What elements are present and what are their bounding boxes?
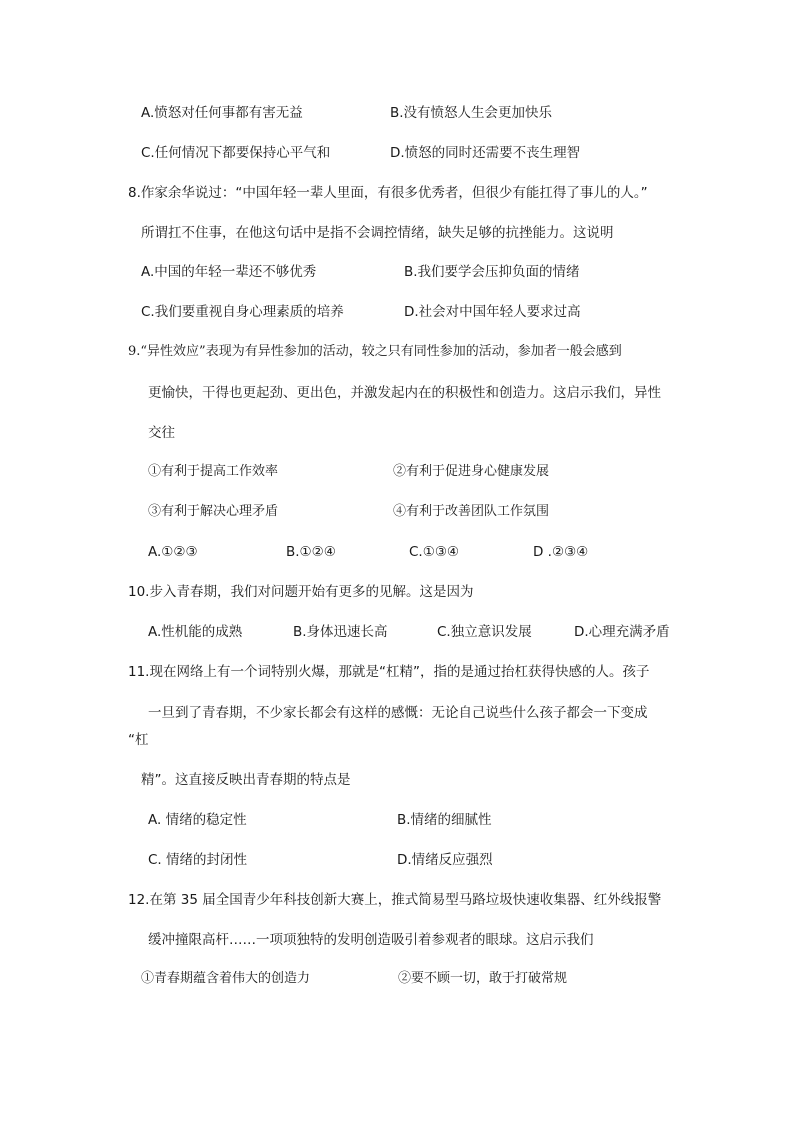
q9-item-3: ③有利于解决心理矛盾 — [148, 504, 279, 519]
q7-option-b: B.没有愤怒人生会更加快乐 — [390, 105, 553, 121]
q7-option-d: D.愤怒的同时还需要不丧生理智 — [390, 145, 581, 161]
q9-option-b: B.①②④ — [286, 544, 336, 560]
q10-option-d: D.心理充满矛盾 — [574, 624, 670, 640]
q12-stem-line2: 缓冲撞限高杆……一项项独特的发明创造吸引着参观者的眼球。这启示我们 — [148, 932, 594, 948]
q8-stem-line2: 所谓扛不住事，在他这句话中是指不会调控情绪，缺失足够的抗挫能力。这说明 — [141, 225, 614, 241]
q9-item-1: ①有利于提高工作效率 — [148, 464, 279, 479]
q10-option-c: C.独立意识发展 — [437, 624, 532, 640]
q10-option-b: B.身体迅速长高 — [293, 624, 388, 640]
q9-item-2: ②有利于促进身心健康发展 — [393, 464, 550, 479]
q11-stem-line4: 精”。这直接反映出青春期的特点是 — [141, 772, 351, 788]
q12-item-2: ②要不顾一切，敢于打破常规 — [398, 971, 568, 986]
q9-option-d: D .②③④ — [533, 544, 589, 560]
q8-stem-line1: 8.作家余华说过：“中国年轻一辈人里面，有很多优秀者，但很少有能扛得了事儿的人。” — [128, 185, 648, 201]
q11-option-a: A. 情绪的稳定性 — [148, 812, 247, 828]
q11-stem-line1: 11.现在网络上有一个词特别火爆，那就是“杠精”，指的是通过抬杠获得快感的人。孩子 — [128, 664, 650, 680]
q12-stem-line1: 12.在第 35 届全国青少年科技创新大赛上，推式简易型马路垃圾快速收集器、红外线报警 — [128, 892, 662, 908]
q9-option-c: C.①③④ — [409, 544, 460, 560]
q11-option-b: B.情绪的细腻性 — [397, 812, 492, 828]
q9-stem-line1: 9.“异性效应”表现为有异性参加的活动，较之只有同性参加的活动，参加者一般会感到 — [128, 344, 622, 359]
q10-stem: 10.步入青春期，我们对问题开始有更多的见解。这是因为 — [128, 584, 474, 600]
q9-stem-line3: 交往 — [148, 425, 175, 441]
q8-option-c: C.我们要重视自身心理素质的培养 — [141, 304, 344, 320]
q11-stem-line3: “杠 — [128, 732, 149, 748]
q9-option-a: A.①②③ — [148, 544, 198, 560]
q8-option-b: B.我们要学会压抑负面的情绪 — [404, 264, 580, 280]
q10-option-a: A.性机能的成熟 — [148, 624, 243, 640]
q11-option-d: D.情绪反应强烈 — [397, 852, 493, 868]
q7-option-c: C.任何情况下都要保持心平气和 — [141, 145, 331, 161]
q8-option-a: A.中国的年轻一辈还不够优秀 — [141, 264, 317, 280]
q11-stem-line2: 一旦到了青春期，不少家长都会有这样的感慨：无论自己说些什么孩子都会一下变成 — [148, 705, 648, 721]
q12-item-1: ①青春期蕴含着伟大的创造力 — [141, 971, 311, 986]
q9-item-4: ④有利于改善团队工作氛围 — [393, 504, 550, 519]
q7-option-a: A.愤怒对任何事都有害无益 — [141, 105, 303, 121]
q9-stem-line2: 更愉快，干得也更起劲、更出色，并激发起内在的积极性和创造力。这启示我们，异性 — [148, 385, 661, 401]
q8-option-d: D.社会对中国年轻人要求过高 — [404, 304, 581, 320]
q11-option-c: C. 情绪的封闭性 — [148, 852, 248, 868]
